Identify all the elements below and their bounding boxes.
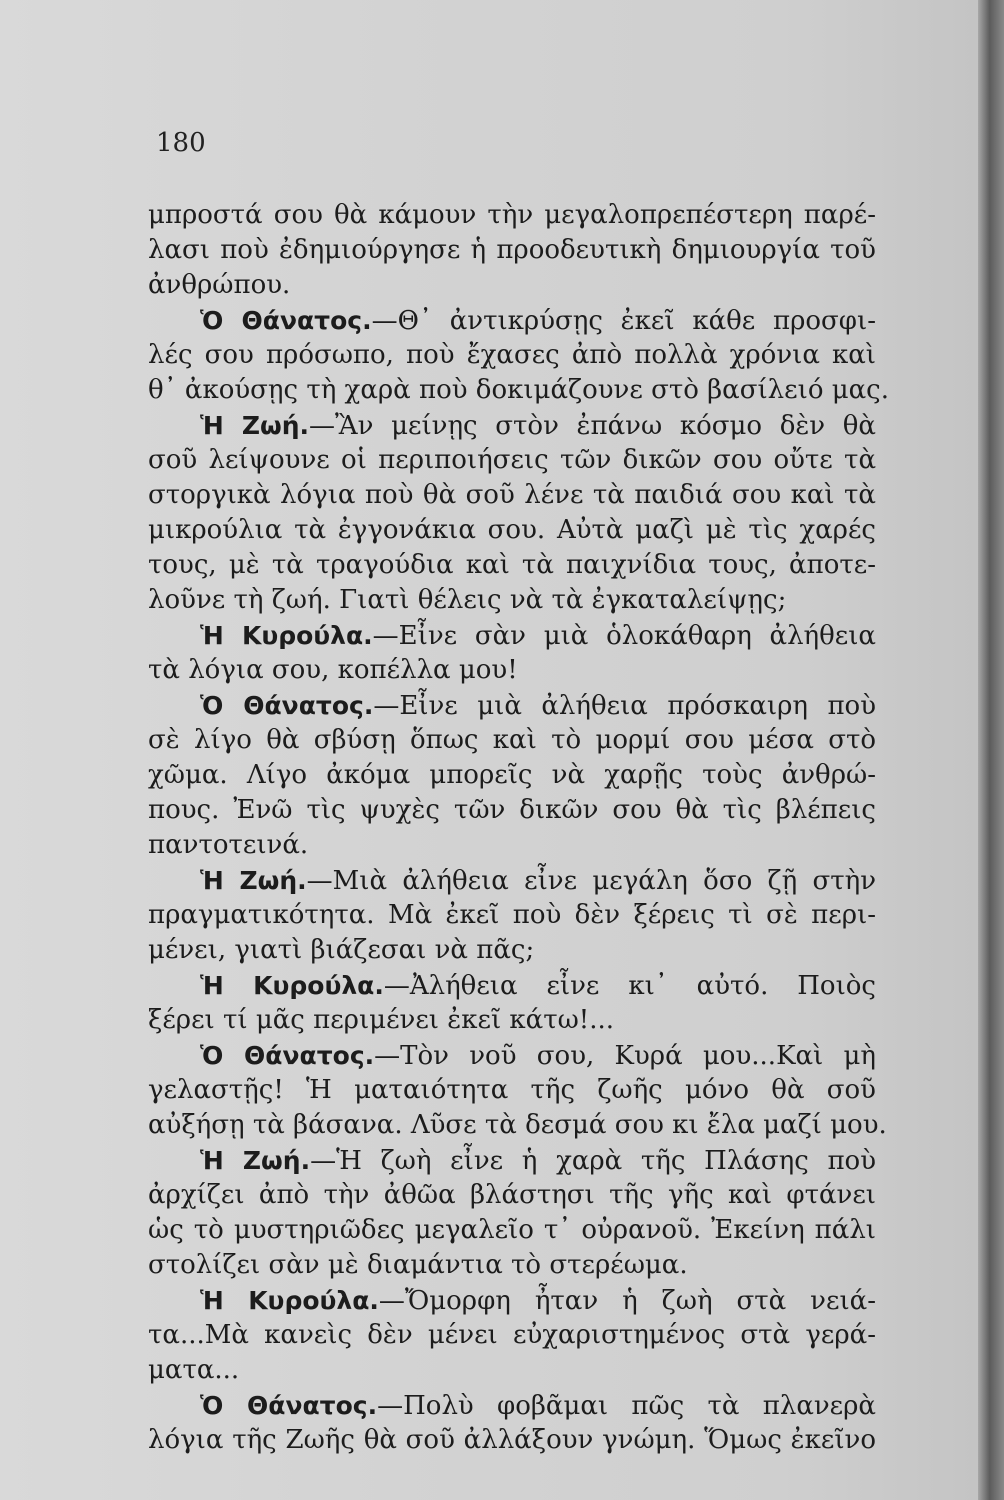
line-text: σοῦ λείψουνε οἱ περιποιήσεις τῶν δικῶν σου οὔτε τὰ bbox=[148, 445, 876, 475]
line-text: —Ἡ ζωὴ εἶνε ἡ χαρὰ τῆς Πλάσης ποὺ bbox=[310, 1146, 876, 1176]
text-line bbox=[148, 478, 876, 513]
line-text: ἀνθρώπου. bbox=[148, 270, 291, 300]
speaker-name: Ἡ Ζωή. bbox=[200, 866, 307, 895]
line-text: ματα... bbox=[148, 1355, 240, 1385]
line-text: αὐξήσῃ τὰ βάσανα. Λῦσε τὰ δεσμά σου κι ἔλα μαζί μου. bbox=[148, 1110, 887, 1140]
line-text: παντοτεινά. bbox=[148, 830, 309, 860]
line-text: λοῦνε τὴ ζωή. Γιατὶ θέλεις νὰ τὰ ἐγκαταλείψῃς; bbox=[148, 585, 787, 615]
text-line bbox=[148, 1248, 876, 1283]
text-line bbox=[148, 443, 876, 478]
text-line bbox=[148, 723, 876, 758]
line-text: —Μιὰ ἀλήθεια εἶνε μεγάλη ὅσο ζῇ στὴν bbox=[306, 866, 876, 896]
speaker-name: Ὁ Θάνατος. bbox=[200, 1391, 378, 1420]
line-text: μικρούλια τὰ ἐγγονάκια σου. Αὐτὰ μαζὶ μὲ τὶς χαρές bbox=[148, 515, 876, 545]
text-line bbox=[148, 1143, 876, 1178]
text-line bbox=[148, 968, 876, 1003]
line-text: πους. Ἐνῶ τὶς ψυχὲς τῶν δικῶν σου θὰ τὶς βλέπεις bbox=[148, 795, 876, 825]
text-line bbox=[148, 548, 876, 583]
speaker-name: Ὁ Θάνατος. bbox=[200, 691, 374, 720]
line-text: στοργικὰ λόγια ποὺ θὰ σοῦ λένε τὰ παιδιά σου καὶ τὰ bbox=[148, 480, 876, 510]
speaker-name: Ἡ Κυρούλα. bbox=[200, 621, 373, 650]
line-text: μένει, γιατὶ βιάζεσαι νὰ πᾶς; bbox=[148, 935, 535, 965]
line-text: μπροστά σου θὰ κάμουν τὴν μεγαλοπρεπέστερη παρέ- bbox=[148, 200, 876, 230]
text-line bbox=[148, 758, 876, 793]
speaker-name: Ὁ Θάνατος. bbox=[200, 306, 372, 335]
text-line bbox=[148, 828, 876, 863]
text-line bbox=[148, 933, 876, 968]
text-line bbox=[148, 338, 876, 373]
line-text: στολίζει σὰν μὲ διαμάντια τὸ στερέωμα. bbox=[148, 1250, 688, 1280]
line-text: ἀρχίζει ἀπὸ τὴν ἀθῶα βλάστησι τῆς γῆς καὶ φτάνει bbox=[148, 1180, 876, 1210]
text-line bbox=[148, 1213, 876, 1248]
line-text: τους, μὲ τὰ τραγούδια καὶ τὰ παιχνίδια τους, ἀποτε- bbox=[148, 550, 876, 580]
text-line bbox=[148, 513, 876, 548]
text-line bbox=[148, 1353, 876, 1388]
text-line bbox=[148, 793, 876, 828]
text-line bbox=[148, 408, 876, 443]
line-text: —Θ᾽ ἀντικρύσῃς ἐκεῖ κάθε προσφι- bbox=[371, 306, 876, 336]
speaker-name: Ἡ Ζωή. bbox=[200, 1146, 311, 1175]
text-line bbox=[148, 1388, 876, 1423]
line-text: —Ἂν μείνῃς στὸν ἐπάνω κόσμο δὲν θὰ bbox=[309, 411, 876, 441]
line-text: —Εἶνε μιὰ ἀλήθεια πρόσκαιρη ποὺ bbox=[373, 691, 876, 721]
text-line bbox=[148, 1073, 876, 1108]
text-line bbox=[148, 1283, 876, 1318]
text-line bbox=[148, 1318, 876, 1353]
text-line bbox=[148, 268, 876, 303]
line-text: γελαστῇς! Ἡ ματαιότητα τῆς ζωῆς μόνο θὰ σοῦ bbox=[148, 1075, 876, 1105]
line-text: —Εἶνε σὰν μιὰ ὁλοκάθαρη ἀλήθεια bbox=[372, 621, 876, 651]
text-line bbox=[148, 303, 876, 338]
line-text: —Πολὺ φοβᾶμαι πῶς τὰ πλανερὰ bbox=[377, 1391, 876, 1421]
line-text: χῶμα. Λίγο ἀκόμα μπορεῖς νὰ χαρῇς τοὺς ἀνθρώ- bbox=[148, 760, 876, 790]
text-line bbox=[148, 198, 876, 233]
line-text: —Τὸν νοῦ σου, Κυρά μου...Καὶ μὴ bbox=[374, 1041, 877, 1071]
text-line bbox=[148, 898, 876, 933]
text-line bbox=[148, 583, 876, 618]
text-line bbox=[148, 1003, 876, 1038]
text-line bbox=[148, 688, 876, 723]
text-line bbox=[148, 653, 876, 688]
line-text: —Ἀλήθεια εἶνε κι᾽ αὐτό. Ποιὸς bbox=[383, 971, 876, 1001]
line-text: πραγματικότητα. Μὰ ἐκεῖ ποὺ δὲν ξέρεις τὶ σὲ περι- bbox=[148, 900, 876, 930]
text-line bbox=[148, 618, 876, 653]
page-number: 180 bbox=[156, 128, 206, 158]
text-line bbox=[148, 1178, 876, 1213]
body-text bbox=[148, 198, 890, 1458]
speaker-name: Ἡ Κυρούλα. bbox=[200, 971, 384, 1000]
text-line bbox=[148, 863, 876, 898]
text-line bbox=[148, 1038, 876, 1073]
line-text: θ᾽ ἀκούσῃς τὴ χαρὰ ποὺ δοκιμάζουνε στὸ βασίλειό μας. bbox=[148, 375, 890, 405]
text-line bbox=[148, 1423, 876, 1458]
speaker-name: Ἡ Ζωή. bbox=[200, 411, 310, 440]
text-line bbox=[148, 1108, 887, 1143]
line-text: λόγια τῆς Ζωῆς θὰ σοῦ ἀλλάξουν γνώμη. Ὅμως ἐκεῖνο bbox=[148, 1425, 876, 1455]
line-text: λές σου πρόσωπο, ποὺ ἔχασες ἀπὸ πολλὰ χρόνια καὶ bbox=[148, 340, 876, 370]
line-text: ξέρει τί μᾶς περιμένει ἐκεῖ κάτω!... bbox=[148, 1005, 615, 1035]
line-text: σὲ λίγο θὰ σβύσῃ ὅπως καὶ τὸ μορμί σου μέσα στὸ bbox=[148, 725, 876, 755]
speaker-name: Ὁ Θάνατος. bbox=[200, 1041, 375, 1070]
book-binding-shadow bbox=[978, 0, 1004, 1500]
speaker-name: Ἡ Κυρούλα. bbox=[200, 1286, 379, 1315]
line-text: —Ὄμορφη ἦταν ἡ ζωὴ στὰ νειά- bbox=[378, 1286, 876, 1316]
line-text: ὡς τὸ μυστηριῶδες μεγαλεῖο τ᾽ οὐρανοῦ. Ἐκείνη πάλι bbox=[148, 1215, 876, 1245]
line-text: τα...Μὰ κανεὶς δὲν μένει εὐχαριστημένος στὰ γερά- bbox=[148, 1320, 876, 1350]
line-text: λασι ποὺ ἐδημιούργησε ἡ προοδευτικὴ δημιουργία τοῦ bbox=[148, 235, 876, 265]
line-text: τὰ λόγια σου, κοπέλλα μου! bbox=[148, 655, 518, 685]
text-line bbox=[148, 233, 876, 268]
text-line bbox=[148, 373, 890, 408]
